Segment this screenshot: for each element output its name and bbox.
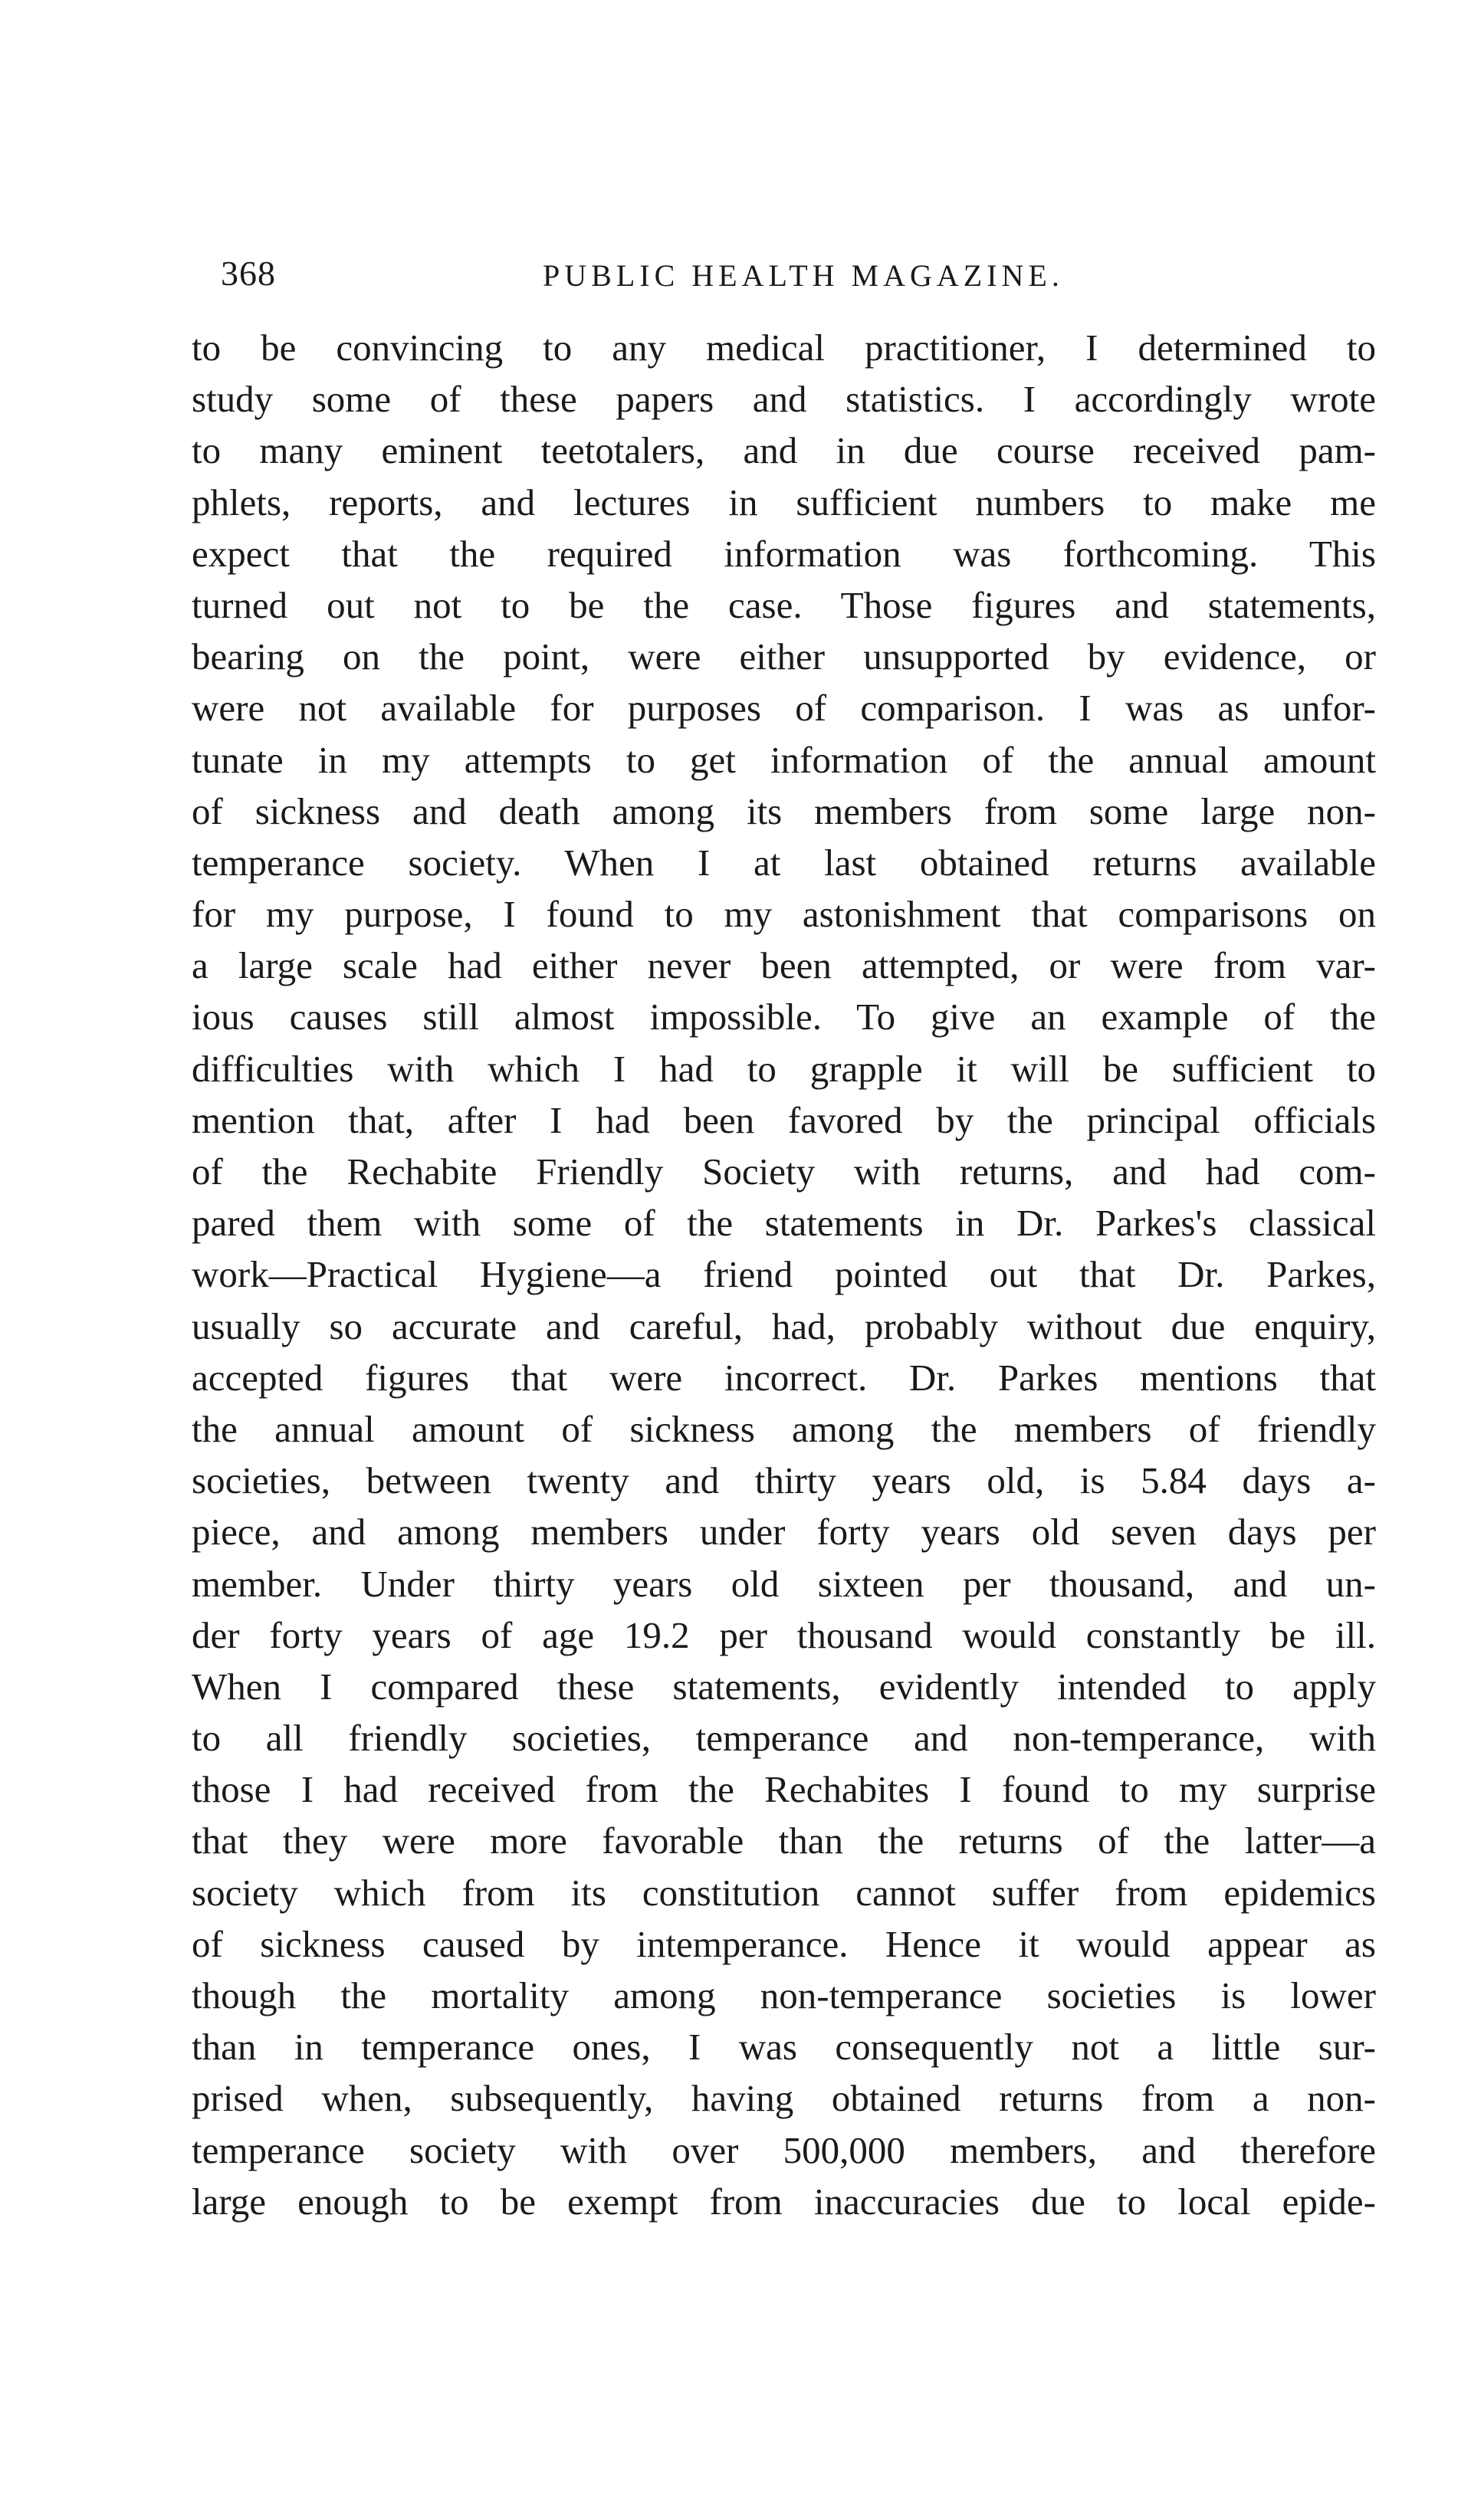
text-line: turned out not to be the case. Those figures and statements,	[192, 583, 1376, 626]
text-line: piece, and among members under forty years old seven days per	[192, 1511, 1376, 1554]
text-line: to many eminent teetotalers, and in due course received pam-	[192, 429, 1376, 472]
text-line: When I compared these statements, evidently intended to apply	[192, 1665, 1376, 1708]
text-line: expect that the required information was forthcoming. This	[192, 532, 1376, 575]
text-line: ious causes still almost impossible. To give an example of the	[192, 996, 1376, 1039]
text-line: of the Rechabite Friendly Society with returns, and had com-	[192, 1150, 1376, 1193]
page-number: 368	[221, 254, 276, 293]
text-line: temperance society. When I at last obtained returns available	[192, 841, 1376, 884]
body-text	[192, 322, 1376, 2227]
page-header	[221, 253, 1378, 307]
text-line: of sickness caused by intemperance. Hence it would appear as	[192, 1922, 1376, 1965]
text-line: though the mortality among non-temperance societies is lower	[192, 1974, 1376, 2016]
text-line: of sickness and death among its members from some large non-	[192, 789, 1376, 832]
text-line: bearing on the point, were either unsupported by evidence, or	[192, 635, 1376, 678]
text-line: mention that, after I had been favored by the principal officials	[192, 1098, 1376, 1141]
text-line: societies, between twenty and thirty years old, is 5.84 days a-	[192, 1459, 1376, 1502]
text-line: work—Practical Hygiene—a friend pointed out that Dr. Parkes,	[192, 1253, 1376, 1296]
text-line: society which from its constitution cannot suffer from epidemics	[192, 1871, 1376, 1914]
text-line: phlets, reports, and lectures in sufficient numbers to make me	[192, 481, 1376, 523]
text-line: than in temperance ones, I was consequently not a little sur-	[192, 2026, 1376, 2069]
text-line: temperance society with over 500,000 members, and therefore	[192, 2128, 1376, 2171]
text-line: study some of these papers and statistics. I accordingly wrote	[192, 378, 1376, 421]
text-line: der forty years of age 19.2 per thousand would constantly be ill.	[192, 1613, 1376, 1656]
text-line: the annual amount of sickness among the members of friendly	[192, 1407, 1376, 1450]
text-line: for my purpose, I found to my astonishment that comparisons on	[192, 893, 1376, 936]
text-line: to be convincing to any medical practitioner, I determined to	[192, 326, 1376, 369]
text-line: accepted figures that were incorrect. Dr. Parkes mentions that	[192, 1356, 1376, 1399]
text-line: usually so accurate and careful, had, probably without due enquiry,	[192, 1304, 1376, 1347]
text-line: were not available for purposes of comparison. I was as unfor-	[192, 687, 1376, 730]
text-line: a large scale had either never been attempted, or were from var-	[192, 944, 1376, 987]
text-line: tunate in my attempts to get information of the annual amount	[192, 738, 1376, 781]
text-line: large enough to be exempt from inaccuracies due to local epide-	[192, 2180, 1376, 2223]
text-line: member. Under thirty years old sixteen per thousand, and un-	[192, 1562, 1376, 1605]
running-title: PUBLIC HEALTH MAGAZINE.	[543, 258, 1064, 293]
text-line: to all friendly societies, temperance and non-temperance, with	[192, 1717, 1376, 1760]
text-line: those I had received from the Rechabites I found to my surprise	[192, 1768, 1376, 1811]
text-line: prised when, subsequently, having obtained returns from a non-	[192, 2077, 1376, 2120]
text-line: difficulties with which I had to grapple it will be sufficient to	[192, 1047, 1376, 1090]
text-line: that they were more favorable than the returns of the latter—a	[192, 1819, 1376, 1862]
text-line: pared them with some of the statements in Dr. Parkes's classical	[192, 1202, 1376, 1245]
